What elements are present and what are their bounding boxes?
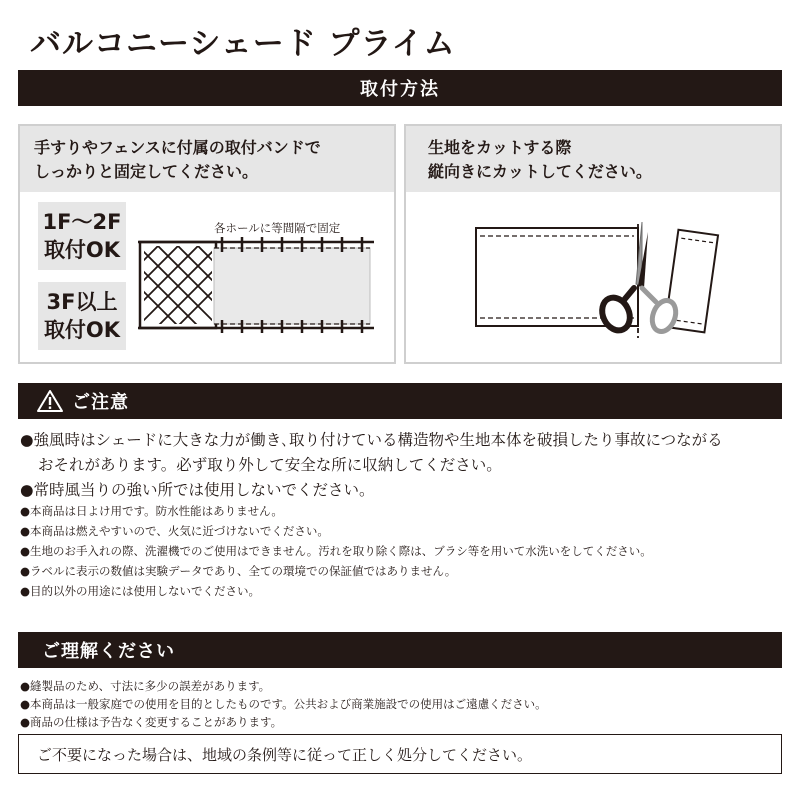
diagram-caption: 各ホールに等間隔で固定 <box>214 221 341 235</box>
fence-mount-diagram <box>138 234 378 334</box>
warning-icon <box>36 389 64 413</box>
understand-item: ●商品の仕様は予告なく変更することがあります。 <box>20 715 283 729</box>
page-title: バルコニーシェード プライム <box>30 26 456 62</box>
caution-item: ●本商品は燃えやすいので、火気に近づけないでください。 <box>20 524 329 538</box>
shade-fabric <box>214 248 370 324</box>
floor-badge-high-range: 3F以上 <box>46 290 118 314</box>
caution-item: ●本商品は日よけ用です。防水性能はありません。 <box>20 504 283 518</box>
cut-instruction-line-1: 生地をカットする際 <box>428 138 572 157</box>
understand-item: ●縫製品のため、寸法に多少の誤差があります。 <box>20 679 271 693</box>
disposal-note: ご不要になった場合は、地域の条例等に従って正しく処分してください。 <box>18 734 782 774</box>
band-instruction-line-1: 手すりやフェンスに付属の取付バンドで <box>34 138 321 157</box>
caution-heading: ご注意 <box>72 392 129 413</box>
floor-badge-low <box>38 202 126 270</box>
cutting-panel <box>404 124 782 364</box>
caution-item-continued: おそれがあります。必ず取り外して安全な所に収納してください。 <box>38 456 502 474</box>
caution-item: ●目的以外の用途には使用しないでください。 <box>20 584 261 598</box>
caution-item: ●強風時はシェードに大きな力が働き､取り付けている構造物や生地本体を破損したり事故につながる <box>20 431 723 449</box>
band-instruction-line-2: しっかりと固定してください。 <box>34 162 259 181</box>
cutting-diagram <box>466 214 726 344</box>
install-section-header: 取付方法 <box>18 70 782 106</box>
caution-item: ●ラベルに表示の数値は実験データであり、全ての環境での保証値ではありません。 <box>20 564 457 578</box>
cut-instruction-line-2: 縦向きにカットしてください。 <box>428 162 652 181</box>
floor-badge-high <box>38 282 126 350</box>
understand-section-header: ご理解ください <box>18 632 782 668</box>
caution-item: ●常時風当りの強い所では使用しないでください。 <box>20 481 375 499</box>
floor-badge-high-ok: 取付OK <box>43 318 121 342</box>
install-band-panel <box>18 124 396 364</box>
floor-badge-low-ok: 取付OK <box>43 238 121 262</box>
caution-item: ●生地のお手入れの際、洗濯機でのご使用はできません。汚れを取り除く際は、ブラシ等を用いて水洗いをしてください。 <box>20 544 652 558</box>
caution-section-header <box>18 383 782 419</box>
floor-badge-low-range: 1F〜2F <box>42 210 122 234</box>
understand-item: ●本商品は一般家庭での使用を目的としたものです。公共および商業施設での使用はご遠慮ください。 <box>20 697 547 711</box>
